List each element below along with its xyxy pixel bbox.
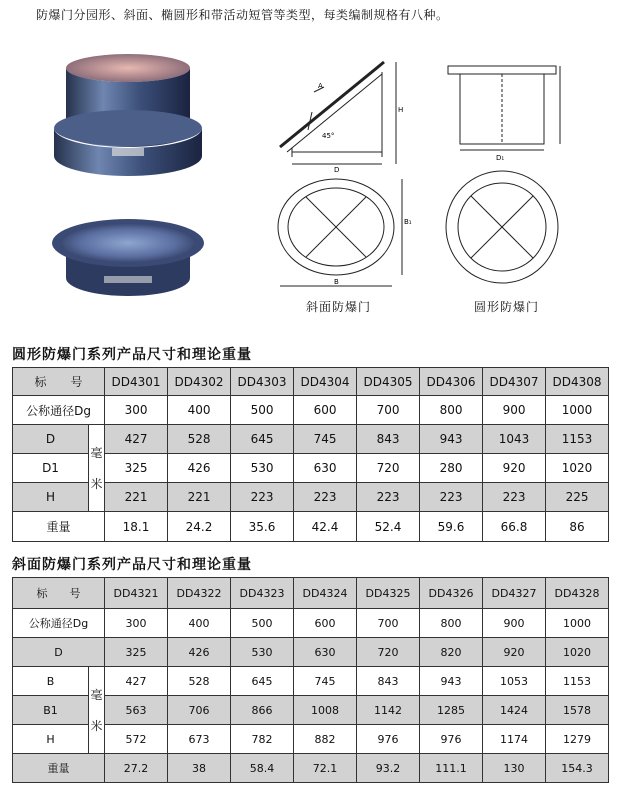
- value-cell: 600: [294, 396, 357, 425]
- value-cell: 572: [105, 725, 168, 754]
- label-a: A: [318, 82, 323, 90]
- value-cell: 400: [168, 609, 231, 638]
- value-cell: 35.6: [231, 512, 294, 542]
- model-cell: DD4306: [420, 368, 483, 396]
- value-cell: 300: [105, 609, 168, 638]
- value-cell: 630: [294, 454, 357, 483]
- row-label: D: [13, 425, 89, 454]
- value-cell: 223: [231, 483, 294, 512]
- value-cell: 645: [231, 667, 294, 696]
- row-label: H: [13, 725, 89, 754]
- value-cell: 223: [420, 483, 483, 512]
- model-cell: DD4326: [420, 578, 483, 609]
- value-cell: 920: [483, 454, 546, 483]
- value-cell: 154.3: [546, 754, 609, 783]
- value-cell: 427: [105, 425, 168, 454]
- product-photo-flat: [48, 208, 208, 308]
- value-cell: 882: [294, 725, 357, 754]
- value-cell: 130: [483, 754, 546, 783]
- row-label: 重量: [13, 512, 105, 542]
- value-cell: 563: [105, 696, 168, 725]
- value-cell: 1000: [546, 609, 609, 638]
- value-cell: 1142: [357, 696, 420, 725]
- row-label: 重量: [13, 754, 105, 783]
- value-cell: 225: [546, 483, 609, 512]
- value-cell: 630: [294, 638, 357, 667]
- value-cell: 1285: [420, 696, 483, 725]
- value-cell: 700: [357, 396, 420, 425]
- value-cell: 920: [483, 638, 546, 667]
- value-cell: 221: [168, 483, 231, 512]
- slanted-table-title: 斜面防爆门系列产品尺寸和理论重量: [12, 557, 252, 573]
- model-cell: DD4308: [546, 368, 609, 396]
- model-cell: DD4323: [231, 578, 294, 609]
- value-cell: 976: [357, 725, 420, 754]
- caption-slanted: 斜面防爆门: [306, 300, 372, 314]
- value-cell: 1153: [546, 425, 609, 454]
- value-cell: 843: [357, 425, 420, 454]
- value-cell: 300: [105, 396, 168, 425]
- value-cell: 72.1: [294, 754, 357, 783]
- round-table-title: 圆形防爆门系列产品尺寸和理论重量: [12, 347, 252, 363]
- unit-cell: 毫 米: [89, 667, 105, 754]
- value-cell: 58.4: [231, 754, 294, 783]
- value-cell: 427: [105, 667, 168, 696]
- value-cell: 720: [357, 454, 420, 483]
- value-cell: 27.2: [105, 754, 168, 783]
- round-door-drawing: [440, 52, 580, 292]
- value-cell: 530: [231, 454, 294, 483]
- row-label: B1: [13, 696, 89, 725]
- value-cell: 500: [231, 609, 294, 638]
- row-label: B: [13, 667, 89, 696]
- slanted-door-drawing: [272, 52, 412, 292]
- value-cell: 900: [483, 396, 546, 425]
- product-photo-cylinder: [48, 48, 208, 183]
- value-cell: 782: [231, 725, 294, 754]
- value-cell: 426: [168, 454, 231, 483]
- value-cell: 52.4: [357, 512, 420, 542]
- value-cell: 221: [105, 483, 168, 512]
- label-h: H: [398, 106, 404, 114]
- table-row: [13, 754, 609, 783]
- value-cell: 866: [231, 696, 294, 725]
- value-cell: 1008: [294, 696, 357, 725]
- value-cell: 500: [231, 396, 294, 425]
- label-b: B: [334, 278, 339, 286]
- model-cell: DD4302: [168, 368, 231, 396]
- value-cell: 223: [483, 483, 546, 512]
- value-cell: 800: [420, 396, 483, 425]
- label-b1: B₁: [404, 218, 412, 226]
- round-spec-table: [12, 367, 609, 542]
- value-cell: 223: [294, 483, 357, 512]
- value-cell: 86: [546, 512, 609, 542]
- label-d1: D₁: [496, 154, 505, 162]
- unit-cell: 毫 米: [89, 425, 105, 512]
- value-cell: 400: [168, 396, 231, 425]
- value-cell: 530: [231, 638, 294, 667]
- value-cell: 325: [105, 638, 168, 667]
- value-cell: 18.1: [105, 512, 168, 542]
- value-cell: 1043: [483, 425, 546, 454]
- value-cell: 820: [420, 638, 483, 667]
- caption-round: 圆形防爆门: [474, 300, 540, 314]
- value-cell: 745: [294, 425, 357, 454]
- value-cell: 943: [420, 667, 483, 696]
- value-cell: 426: [168, 638, 231, 667]
- table-row: [13, 425, 609, 454]
- table-row: [13, 512, 609, 542]
- table-row: [13, 667, 609, 696]
- value-cell: 745: [294, 667, 357, 696]
- model-cell: DD4327: [483, 578, 546, 609]
- model-cell: DD4324: [294, 578, 357, 609]
- value-cell: 111.1: [420, 754, 483, 783]
- header-label: 标 号: [13, 578, 105, 609]
- value-cell: 59.6: [420, 512, 483, 542]
- value-cell: 24.2: [168, 512, 231, 542]
- value-cell: 900: [483, 609, 546, 638]
- value-cell: 1424: [483, 696, 546, 725]
- value-cell: 325: [105, 454, 168, 483]
- table-row: [13, 396, 609, 425]
- row-label: H: [13, 483, 89, 512]
- value-cell: 706: [168, 696, 231, 725]
- value-cell: 66.8: [483, 512, 546, 542]
- model-cell: DD4321: [105, 578, 168, 609]
- value-cell: 42.4: [294, 512, 357, 542]
- row-label: 公称通径Dg: [13, 396, 105, 425]
- value-cell: 1174: [483, 725, 546, 754]
- label-angle: 45°: [322, 132, 335, 140]
- value-cell: 528: [168, 667, 231, 696]
- value-cell: 943: [420, 425, 483, 454]
- value-cell: 93.2: [357, 754, 420, 783]
- row-label: D: [13, 638, 105, 667]
- value-cell: 528: [168, 425, 231, 454]
- value-cell: 1020: [546, 638, 609, 667]
- model-cell: DD4328: [546, 578, 609, 609]
- table-row: [13, 609, 609, 638]
- value-cell: 1153: [546, 667, 609, 696]
- value-cell: 1053: [483, 667, 546, 696]
- slanted-spec-table: [12, 577, 609, 783]
- table-header-row: [13, 368, 609, 396]
- row-label: 公称通径Dg: [13, 609, 105, 638]
- row-label: D1: [13, 454, 89, 483]
- value-cell: 720: [357, 638, 420, 667]
- value-cell: 976: [420, 725, 483, 754]
- model-cell: DD4322: [168, 578, 231, 609]
- model-cell: DD4305: [357, 368, 420, 396]
- value-cell: 700: [357, 609, 420, 638]
- label-d: D: [334, 166, 340, 174]
- intro-text: 防爆门分园形、斜面、椭圆形和带活动短管等类型，每类编制规格有八种。: [36, 8, 449, 22]
- value-cell: 673: [168, 725, 231, 754]
- model-cell: DD4301: [105, 368, 168, 396]
- table-row: [13, 638, 609, 667]
- value-cell: 800: [420, 609, 483, 638]
- value-cell: 600: [294, 609, 357, 638]
- value-cell: 1020: [546, 454, 609, 483]
- value-cell: 1578: [546, 696, 609, 725]
- value-cell: 843: [357, 667, 420, 696]
- value-cell: 38: [168, 754, 231, 783]
- value-cell: 645: [231, 425, 294, 454]
- table-header-row: [13, 578, 609, 609]
- model-cell: DD4304: [294, 368, 357, 396]
- model-cell: DD4303: [231, 368, 294, 396]
- value-cell: 223: [357, 483, 420, 512]
- value-cell: 280: [420, 454, 483, 483]
- header-label: 标 号: [13, 368, 105, 396]
- value-cell: 1000: [546, 396, 609, 425]
- model-cell: DD4325: [357, 578, 420, 609]
- model-cell: DD4307: [483, 368, 546, 396]
- value-cell: 1279: [546, 725, 609, 754]
